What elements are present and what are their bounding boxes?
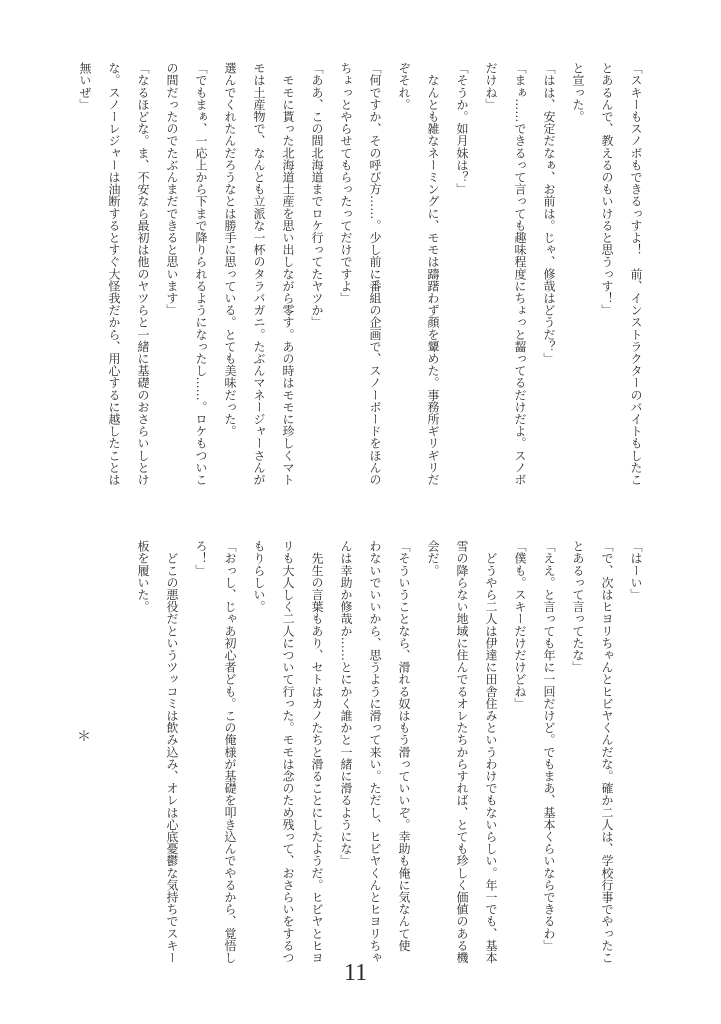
text-column: 雪の降らない地域に住んでるオレたちからすれば、とても珍しく価値のある機 [455,540,469,964]
text-column: だけね」 [484,62,498,111]
text-column: 「そういうことなら、滑れる奴はもう滑っていいぞ。幸助も俺に気なんて使 [397,540,411,952]
text-column: 「何ですか、その呼び方……。少し前に番組の企画で、スノーボードをほんの [368,62,382,486]
text-column: 「まぁ……できるって言っても趣味程度にちょっと齧ってるだけだよ。スノボ [513,62,527,486]
text-column: とあるって言ってたな」 [571,540,585,674]
text-column: わないでいいから、思うように滑って来い。ただし、ヒビヤくんとヒヨリちゃ [368,540,382,964]
text-column: 「なるほどな。ま、不安なら最初は他のヤツらと一緒に基礎のおさらいしとけ [136,62,150,486]
text-column: んは幸助か修哉か……とにかく誰かと一緒に滑るようにな」 [339,540,353,867]
text-column: 無いぜ」 [78,62,92,111]
text-column: どこの悪役だというツッコミは飲み込み、オレは心底憂鬱な気持ちでスキー [165,540,179,964]
text-column: と宣った。 [571,62,585,123]
text-column: もりらしい。 [252,540,266,613]
text-column: どうやら二人は伊達に田舎住みというわけでもないらしい。年一でも、基本 [484,540,498,964]
text-column: な。スノーレジャーは油断するとすぐ大怪我だから、用心するに越したことは [107,62,121,486]
text-column: 板を履いた。 [136,540,150,613]
text-column: 「で、次はヒヨリちゃんとヒビヤくんだな。確か二人は、学校行事でやったこ [600,540,614,964]
scene-break-mark: ＊ [77,729,91,745]
text-column: 「でもまぁ、一応上から下まで降りられるようになったし……。ロケもついこ [194,62,208,486]
text-column: 「ええ。と言っても年に一回だけど。でもまあ、基本くらいならできるわ」 [542,540,556,952]
text-column: 「ああ、この間北海道までロケ行ってたヤツか」 [310,62,324,329]
text-column: 「はは、安定だなぁ、お前は。じゃ、修哉はどうだ？」 [542,62,556,365]
text-column: 選んでくれたんだろうなとは勝手に思っている。とても美味だった。 [223,62,237,438]
text-column: ぞそれ。 [397,62,411,111]
text-column: 「おっし、じゃあ初心者ども。この俺様が基礎を叩き込んでやるから、覚悟し [223,540,237,964]
text-column: 「はーい」 [629,540,643,601]
text-column: リも大人しく二人について行った。モモは念のため残って、おさらいをするつ [281,540,295,964]
text-column: 先生の言葉もあり、セトはカノたちと滑ることにしたようだ。ヒビヤとヒヨ [310,540,324,964]
text-column: モは土産物で、なんとも立派な一杯のタラバガニ。たぶんマネージャーさんが [252,62,266,486]
text-column: ちょっとやらせてもらったってだけですよ」 [339,62,353,304]
text-column: 「僕も。スキーだけだけどね」 [513,540,527,710]
text-column: の間だったのでたぶんまだできると思います」 [165,62,179,317]
text-column: とあるんで、教えるのもいけると思うっす！」 [600,62,614,317]
text-block-bottom [128,540,650,970]
text-column: モモに貰った北海道土産を思い出しながら零す。あの時はモモに珍しくマト [281,62,295,486]
text-column: なんとも雑なネーミングに、モモは躊躇わず顔を顰めた。事務所ギリギリだ [426,62,440,486]
text-column: 「スキーもスノボもできるっすよ！ 前、インストラクターのバイトもしたこ [629,62,643,486]
text-column: 「そうか。如月妹は？」 [455,62,469,196]
text-block-top [70,62,650,492]
text-column: ろ！」 [194,540,208,577]
page-number: 11 [344,960,368,986]
text-column: 会だ。 [426,540,440,577]
